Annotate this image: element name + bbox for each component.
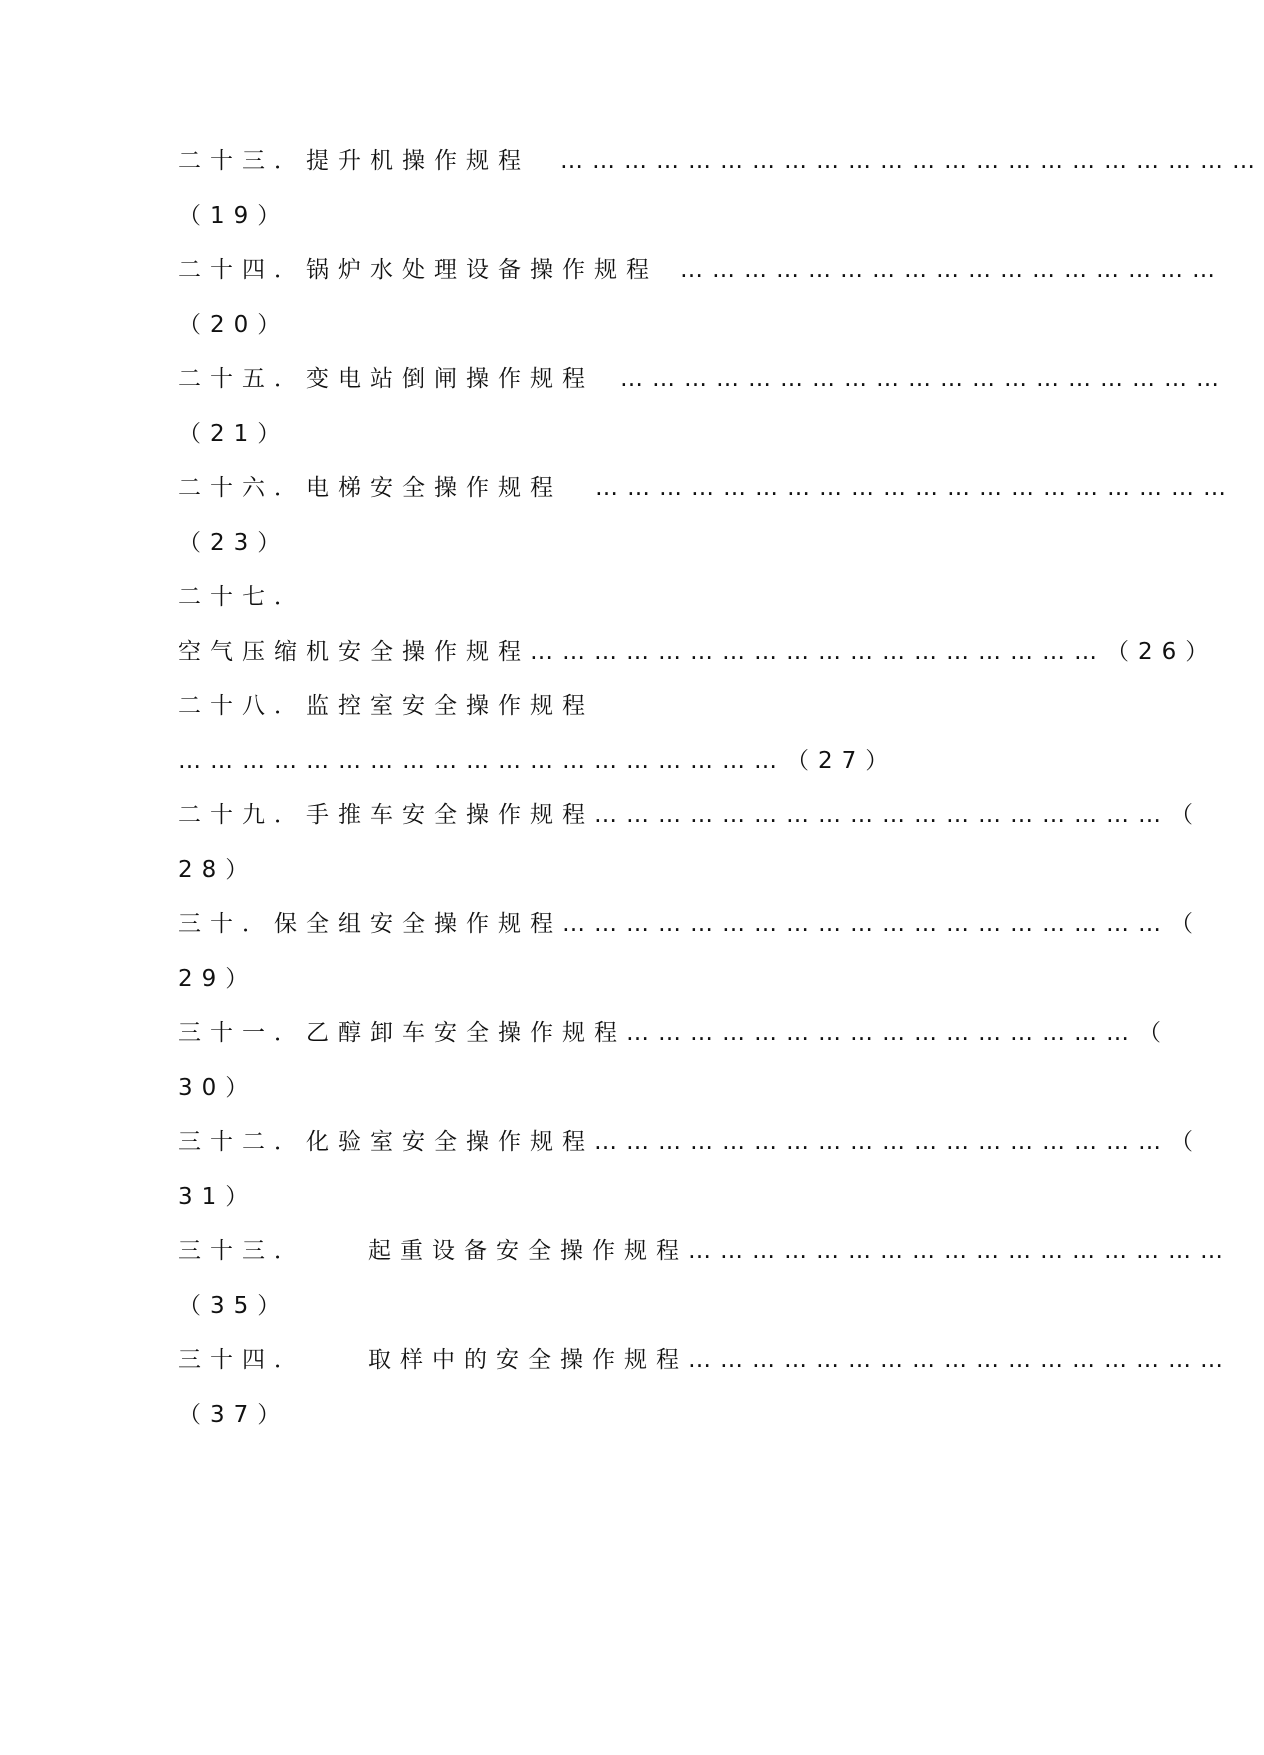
toc-leader-dots: ………………………………………………（ [594,802,1202,828]
toc-entry-title: 起重设备安全操作规程 [368,1238,688,1264]
toc-entry-32[interactable] [178,1122,1202,1162]
toc-entry-33[interactable] [178,1231,1232,1271]
toc-leader-dots: …………………………………………… [688,1347,1232,1373]
toc-entry-title: 三十二．化验室安全操作规程 [178,1129,594,1155]
toc-page-number: 30） [178,1075,258,1101]
toc-entry-title: 取样中的安全操作规程 [368,1347,688,1373]
toc-entry-title: 空气压缩机安全操作规程 [178,639,530,665]
toc-leader-dots: …………………………………………………（ [562,911,1202,937]
toc-page-number: 29） [178,966,258,992]
toc-page-number: （23） [178,530,290,556]
toc-entry-28[interactable] [178,686,1121,726]
toc-page-number: （35） [178,1293,290,1319]
toc-leader-dots: ……………………………………………… [530,639,1106,665]
toc-page-number: （21） [178,421,290,447]
toc-entry-29[interactable] [178,795,1202,835]
toc-page-number: （20） [178,312,290,338]
toc-leader-dots: ………………………………………………… [620,366,1228,392]
toc-page-number: 28） [178,857,258,883]
toc-entry-title: 二十九．手推车安全操作规程 [178,802,594,828]
toc-entry-number: 三十三． [178,1238,306,1264]
toc-entry-28-continuation [178,741,1121,781]
toc-leader-dots: ………………………………………………………… [560,148,1264,174]
toc-entry-title: 二十三．提升机操作规程 [178,148,530,174]
toc-entry-title: 二十五．变电站倒闸操作规程 [178,366,594,392]
toc-page-number: 31） [178,1184,258,1210]
toc-leader-dots: …………………………………………… [688,1238,1232,1264]
toc-entry-title: 二十八．监控室安全操作规程 [178,693,594,719]
toc-entry-title: 三十一．乙醇卸车安全操作规程 [178,1020,626,1046]
toc-page-number: （27） [786,748,898,774]
toc-entry-27[interactable] [178,632,1218,672]
toc-entry-31[interactable] [178,1013,1170,1053]
toc-leader-dots: …………………………………………（ [626,1020,1170,1046]
toc-entry-27-number[interactable]: 二十七． [178,584,306,610]
toc-entry-title: 三十．保全组安全操作规程 [178,911,562,937]
toc-leader-dots: ………………………………………………… [178,748,786,774]
toc-page-number: （19） [178,203,290,229]
toc-leader-dots: …………………………………………………… [595,475,1235,501]
toc-leader-dots: …………………………………………… [680,257,1224,283]
toc-leader-dots: ………………………………………………（ [594,1129,1202,1155]
toc-entry-number: 三十四． [178,1347,306,1373]
toc-entry-title: 二十六．电梯安全操作规程 [178,475,562,501]
toc-entry-34[interactable] [178,1340,1232,1380]
toc-entry-30[interactable] [178,904,1202,944]
toc-entry-title: 二十四．锅炉水处理设备操作规程 [178,257,658,283]
toc-page-number: （37） [178,1402,290,1428]
toc-page-number: （26） [1106,639,1218,665]
